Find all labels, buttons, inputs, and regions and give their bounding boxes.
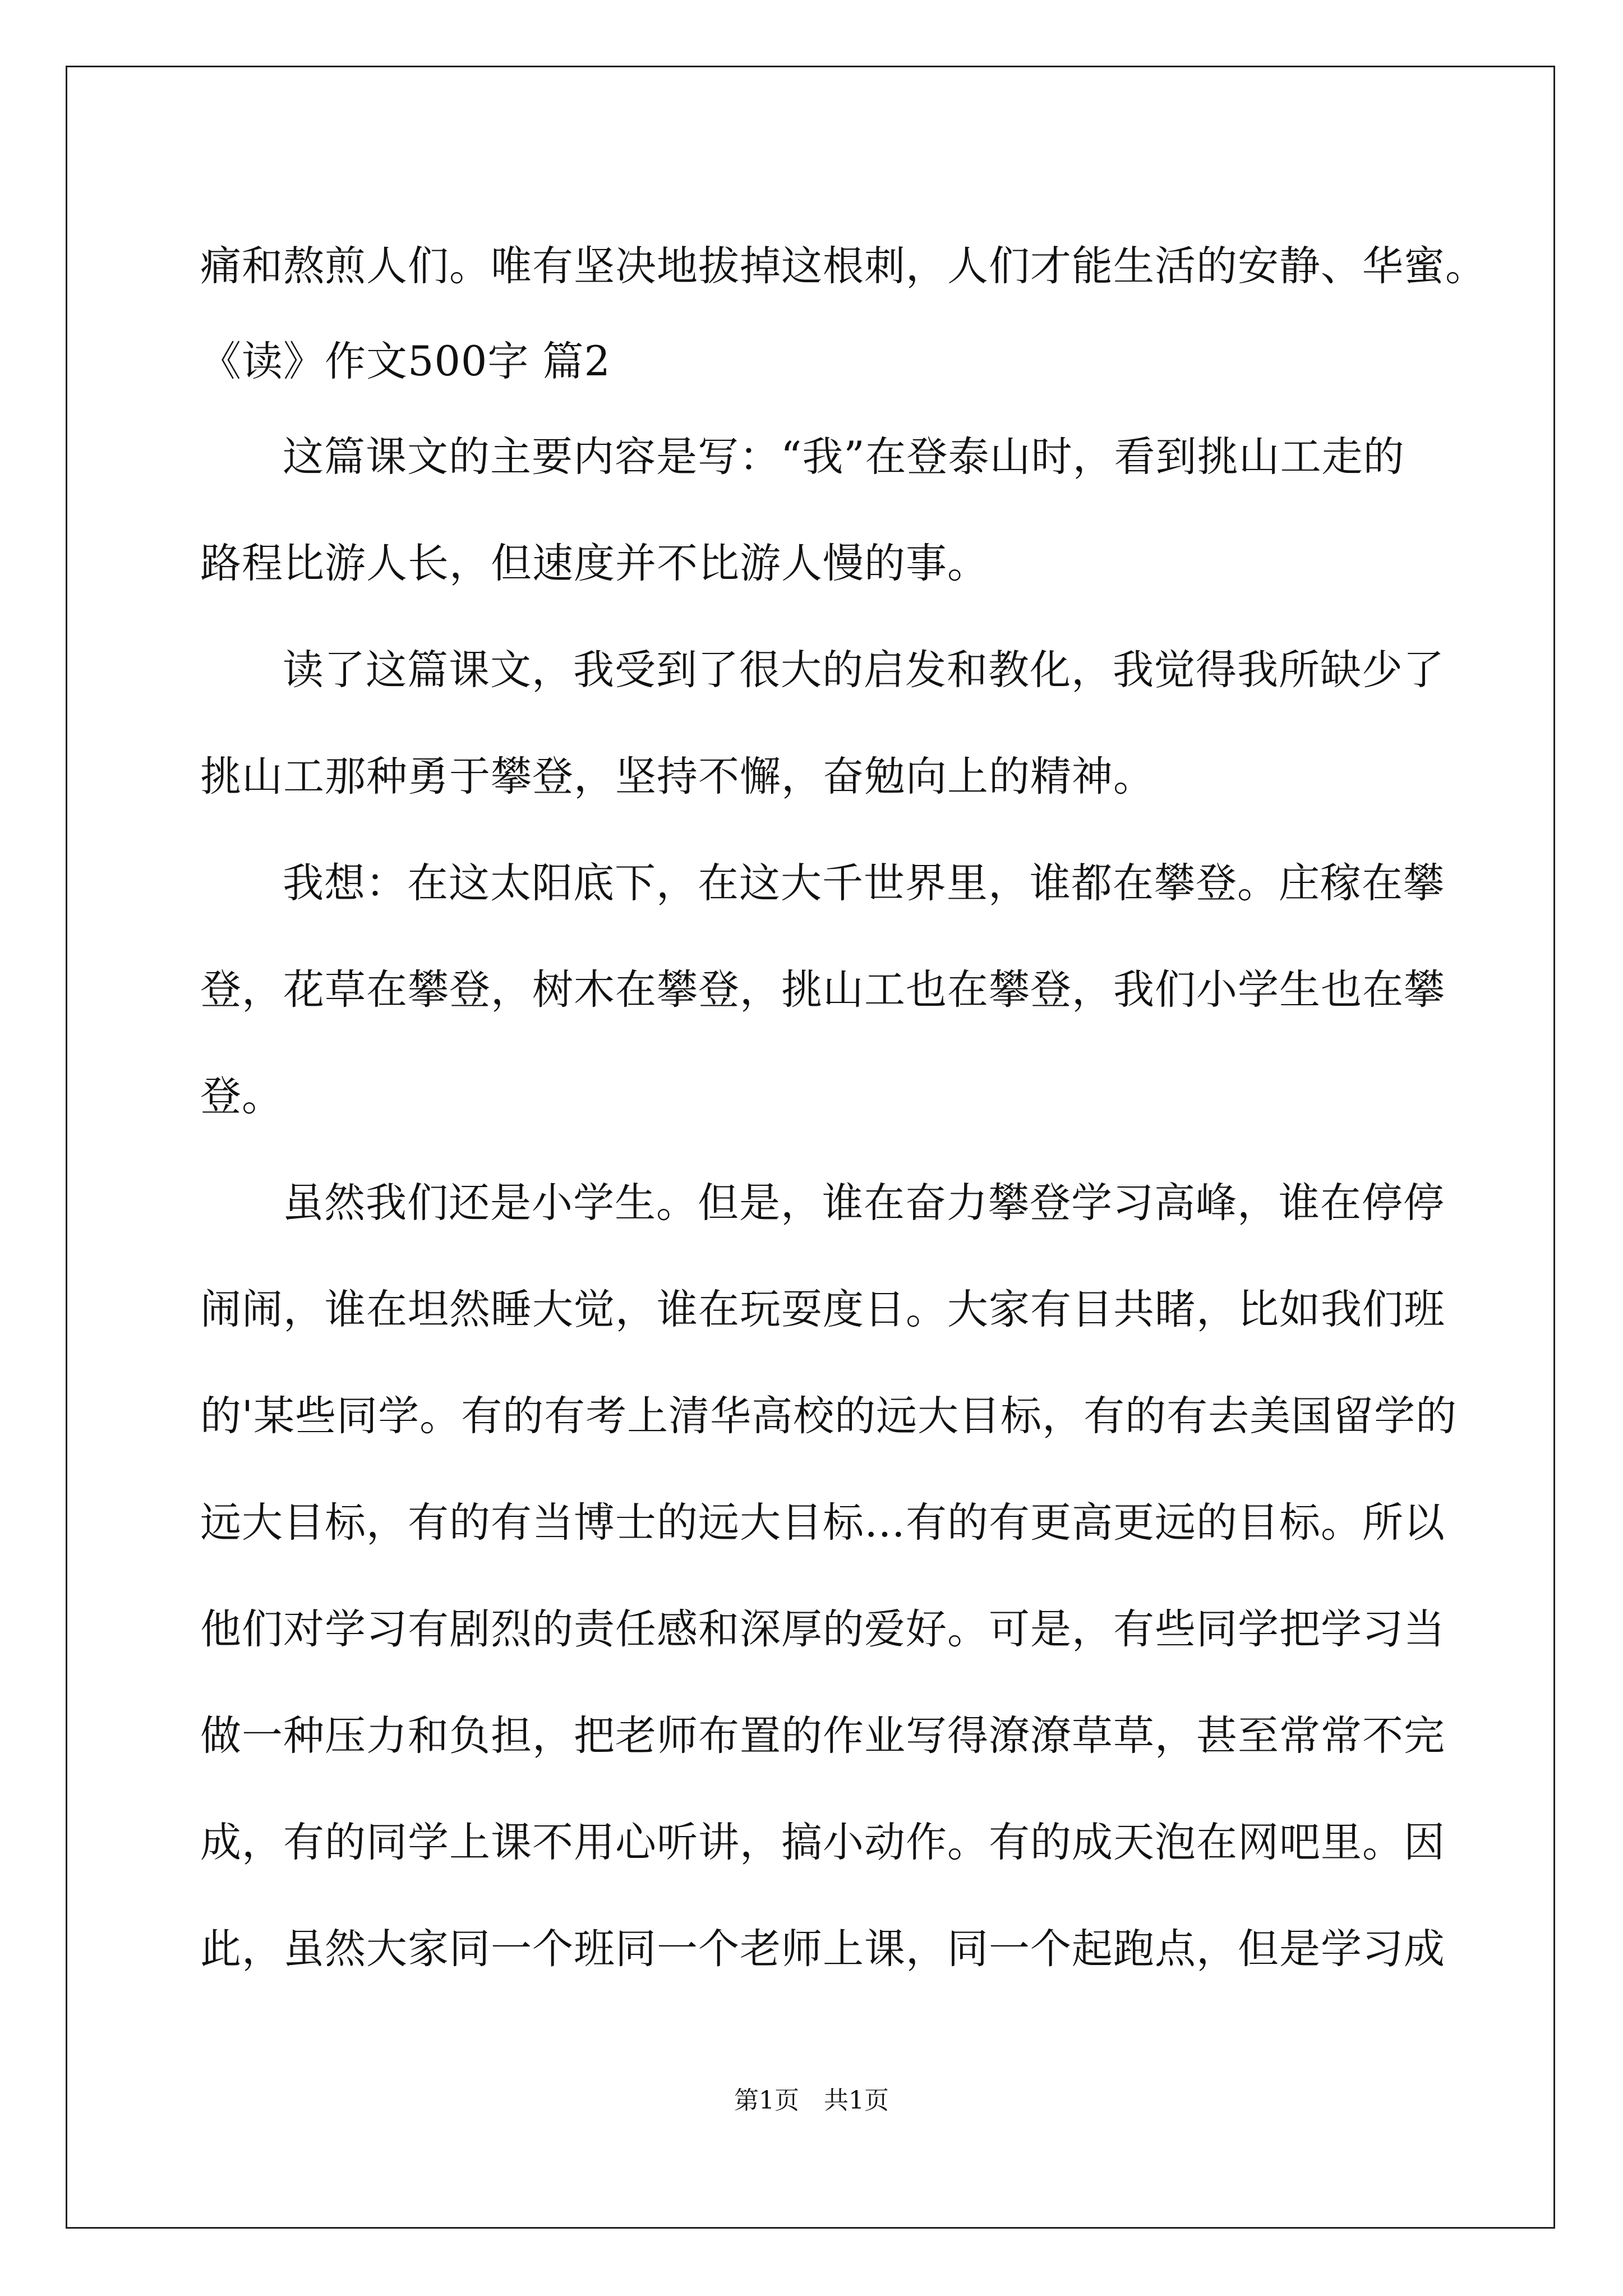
paragraph-line: 的'某些同学。有的有考上清华高校的远大目标，有的有去美国留学的 xyxy=(200,1392,1458,1440)
paragraph-line: 我想：在这太阳底下，在这大千世界里，谁都在攀登。庄稼在攀 xyxy=(283,859,1445,907)
page-indicator: 第1页 共1页 xyxy=(734,2086,889,2115)
paragraph-line: 路程比游人长，但速度并不比游人慢的事。 xyxy=(200,540,989,587)
document-body xyxy=(200,213,1487,2003)
page-footer xyxy=(0,2084,1623,2118)
paragraph-line: 挑山工那种勇于攀登，坚持不懈，奋勉向上的精神。 xyxy=(200,753,1155,800)
paragraph-line: 读了这篇课文，我受到了很大的启发和教化，我觉得我所缺少了 xyxy=(283,646,1445,694)
paragraph-line: 他们对学习有剧烈的责任感和深厚的爱好。可是，有些同学把学习当 xyxy=(200,1605,1445,1653)
text-line: 痛和熬煎人们。唯有坚决地拔掉这根刺，人们才能生活的安静、华蜜。 xyxy=(200,242,1487,290)
paragraph-line: 登，花草在攀登，树木在攀登，挑山工也在攀登，我们小学生也在攀 xyxy=(200,966,1445,1014)
paragraph-line: 此，虽然大家同一个班同一个老师上课，同一个起跑点，但是学习成 xyxy=(200,1925,1445,1973)
paragraph-line: 做一种压力和负担，把老师布置的作业写得潦潦草草，甚至常常不完 xyxy=(200,1712,1445,1760)
paragraph-line: 虽然我们还是小学生。但是，谁在奋力攀登学习高峰，谁在停停 xyxy=(283,1179,1445,1227)
paragraph-line: 这篇课文的主要内容是写：“我”在登泰山时，看到挑山工走的 xyxy=(283,433,1405,481)
paragraph-line: 成，有的同学上课不用心听讲，搞小动作。有的成天泡在网吧里。因 xyxy=(200,1819,1445,1866)
paragraph-line: 远大目标，有的有当博士的远大目标…有的有更高更远的目标。所以 xyxy=(200,1499,1445,1547)
section-heading: 《读》作文500字 篇2 xyxy=(200,338,611,385)
paragraph-line: 闹闹，谁在坦然睡大觉，谁在玩耍度日。大家有目共睹，比如我们班 xyxy=(200,1286,1445,1333)
paragraph-line: 登。 xyxy=(200,1073,283,1120)
